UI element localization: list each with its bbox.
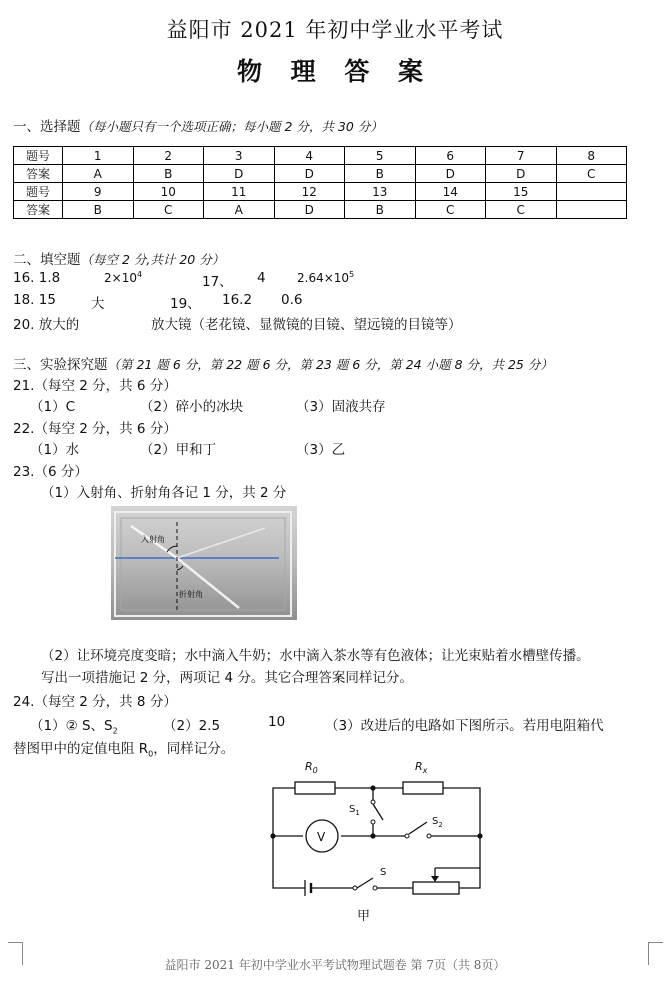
answer-table-row bbox=[14, 165, 627, 183]
rheostat bbox=[413, 882, 459, 894]
answer-table-row bbox=[14, 147, 627, 165]
section2-heading: 二、填空题 bbox=[13, 252, 81, 268]
q23-heading: 23.（6 分） bbox=[13, 464, 88, 480]
section1-note: （每小题只有一个选项正确；每小题 2 分，共 30 分） bbox=[80, 119, 383, 134]
q24-answer-3b: 替图甲中的定值电阻 $R_0$，同样记分。 bbox=[13, 741, 235, 759]
circuit-caption: 甲 bbox=[357, 909, 371, 924]
q16-answer: 16. 1.8 bbox=[13, 270, 61, 286]
q23-answer-1: （1）入射角、折射角各记 1 分，共 2 分 bbox=[41, 485, 287, 501]
answer-table-cell: C bbox=[415, 201, 486, 219]
answer-table-cell: B bbox=[345, 165, 416, 183]
s1-label: $S_1$ bbox=[349, 804, 360, 817]
section2-heading-line bbox=[13, 248, 224, 268]
answer-table-cell bbox=[556, 201, 627, 219]
section3-heading-line bbox=[13, 353, 553, 373]
q24-answer-2: （2）2.5 bbox=[163, 718, 221, 734]
answer-table-cell: 15 bbox=[486, 183, 557, 201]
answer-table bbox=[13, 146, 627, 219]
answer-table-cell: 1 bbox=[63, 147, 134, 165]
rx-label: $R_x$ bbox=[415, 760, 428, 775]
q18-answer: 18. 15 bbox=[13, 292, 56, 308]
answer-table-cell: D bbox=[415, 165, 486, 183]
refraction-photo bbox=[111, 506, 297, 620]
answer-table-row bbox=[14, 201, 627, 219]
answer-table-cell: C bbox=[486, 201, 557, 219]
q23-answer-2: （2）让环境亮度变暗；水中滴入牛奶；水中滴入茶水等有色液体；让光束贴着水槽壁传播。 bbox=[41, 648, 590, 664]
q19-number: 19、 bbox=[170, 296, 201, 312]
answer-table-cell: 10 bbox=[133, 183, 204, 201]
answer-table-row bbox=[14, 183, 627, 201]
q24-answer-3: （3）改进后的电路如下图所示。若用电阻箱代 bbox=[325, 718, 604, 734]
answer-table-cell: 14 bbox=[415, 183, 486, 201]
answer-table-cell: D bbox=[486, 165, 557, 183]
q20-answer: 20. 放大的 bbox=[13, 317, 80, 333]
refraction-angle-label: 折射角 bbox=[179, 590, 203, 599]
q24-heading: 24.（每空 2 分，共 8 分） bbox=[13, 694, 177, 710]
s2-label: $S_2$ bbox=[432, 816, 443, 829]
answer-table-cell bbox=[556, 183, 627, 201]
q22-answer-3: （3）乙 bbox=[296, 442, 346, 458]
answer-table-cell: 11 bbox=[204, 183, 275, 201]
answer-table-cell: B bbox=[133, 165, 204, 183]
page-subtitle: 物 理 答 案 bbox=[236, 57, 434, 86]
q24-answer-2b: 10 bbox=[268, 714, 286, 730]
q17-number: 17、 bbox=[202, 274, 233, 290]
q21-answer-1: （1）C bbox=[30, 399, 76, 415]
q21-answer-3: （3）固液共存 bbox=[296, 399, 386, 415]
q21-answer-2: （2）碎小的冰块 bbox=[140, 399, 244, 415]
answer-table-cell: B bbox=[63, 201, 134, 219]
answer-table-cell: 6 bbox=[415, 147, 486, 165]
q21-heading: 21.（每空 2 分，共 6 分） bbox=[13, 378, 177, 394]
answer-table-cell: C bbox=[556, 165, 627, 183]
section1-heading-line bbox=[13, 115, 383, 135]
answer-table-cell: C bbox=[133, 201, 204, 219]
answer-table-cell: 5 bbox=[345, 147, 416, 165]
answer-table-cell: 9 bbox=[63, 183, 134, 201]
q20-answer-2: 放大镜（老花镜、显微镜的目镜、望远镜的目镜等） bbox=[151, 317, 462, 333]
answer-table-cell: D bbox=[204, 165, 275, 183]
answer-table-cell: 3 bbox=[204, 147, 275, 165]
r0-label: $R_0$ bbox=[305, 760, 318, 775]
answer-table-row-header: 题号 bbox=[14, 147, 63, 165]
page-footer: 益阳市 2021 年初中学业水平考试物理试题卷 第 7页（共 8页） bbox=[164, 958, 506, 972]
q22-answer-1: （1）水 bbox=[30, 442, 80, 458]
q17-answer-2: $2.64\times 10^5$ bbox=[297, 270, 355, 285]
answer-table-row-header: 题号 bbox=[14, 183, 63, 201]
page-corner-mark-right bbox=[648, 942, 663, 965]
incident-angle-label: 入射角 bbox=[141, 535, 165, 544]
q19-answer-2: 0.6 bbox=[281, 292, 303, 308]
answer-table-cell: D bbox=[274, 165, 345, 183]
answer-table-cell: 2 bbox=[133, 147, 204, 165]
section3-heading: 三、实验探究题 bbox=[13, 357, 108, 373]
resistor-rx bbox=[403, 782, 443, 794]
answer-table-cell: 7 bbox=[486, 147, 557, 165]
circuit-diagram bbox=[265, 750, 495, 925]
q22-answer-2: （2）甲和丁 bbox=[140, 442, 217, 458]
answer-table-cell: 8 bbox=[556, 147, 627, 165]
page-corner-mark-left bbox=[8, 942, 23, 965]
answer-table-cell: A bbox=[204, 201, 275, 219]
voltmeter-label: V bbox=[317, 830, 326, 844]
answer-table-cell: B bbox=[345, 201, 416, 219]
answer-table-cell: A bbox=[63, 165, 134, 183]
q17-answer-1: 4 bbox=[257, 270, 266, 286]
answer-table-cell: 12 bbox=[274, 183, 345, 201]
s-label: S bbox=[380, 867, 387, 878]
q16-answer-2: $2\times 10^4$ bbox=[104, 270, 143, 285]
answer-table-row-header: 答案 bbox=[14, 165, 63, 183]
answer-table-row-header: 答案 bbox=[14, 201, 63, 219]
q23-answer-2b: 写出一项措施记 2 分，两项记 4 分。其它合理答案同样记分。 bbox=[41, 670, 413, 686]
section1-heading: 一、选择题 bbox=[13, 119, 81, 135]
resistor-r0 bbox=[295, 782, 335, 794]
q22-heading: 22.（每空 2 分，共 6 分） bbox=[13, 421, 177, 437]
page-title: 益阳市 2021 年初中学业水平考试 bbox=[166, 18, 504, 42]
answer-table-cell: D bbox=[274, 201, 345, 219]
section3-note: （第 21 题 6 分，第 22 题 6 分，第 23 题 6 分，第 24 小题 8 分，共 25 分） bbox=[107, 357, 553, 372]
answer-table-cell: 4 bbox=[274, 147, 345, 165]
q24-answer-1: （1）② S、$S_2$ bbox=[30, 718, 118, 736]
section2-note: （每空 2 分,共计 20 分） bbox=[80, 252, 225, 267]
answer-table-cell: 13 bbox=[345, 183, 416, 201]
q19-answer-1: 16.2 bbox=[222, 292, 253, 308]
q18-answer-2: 大 bbox=[91, 296, 105, 312]
